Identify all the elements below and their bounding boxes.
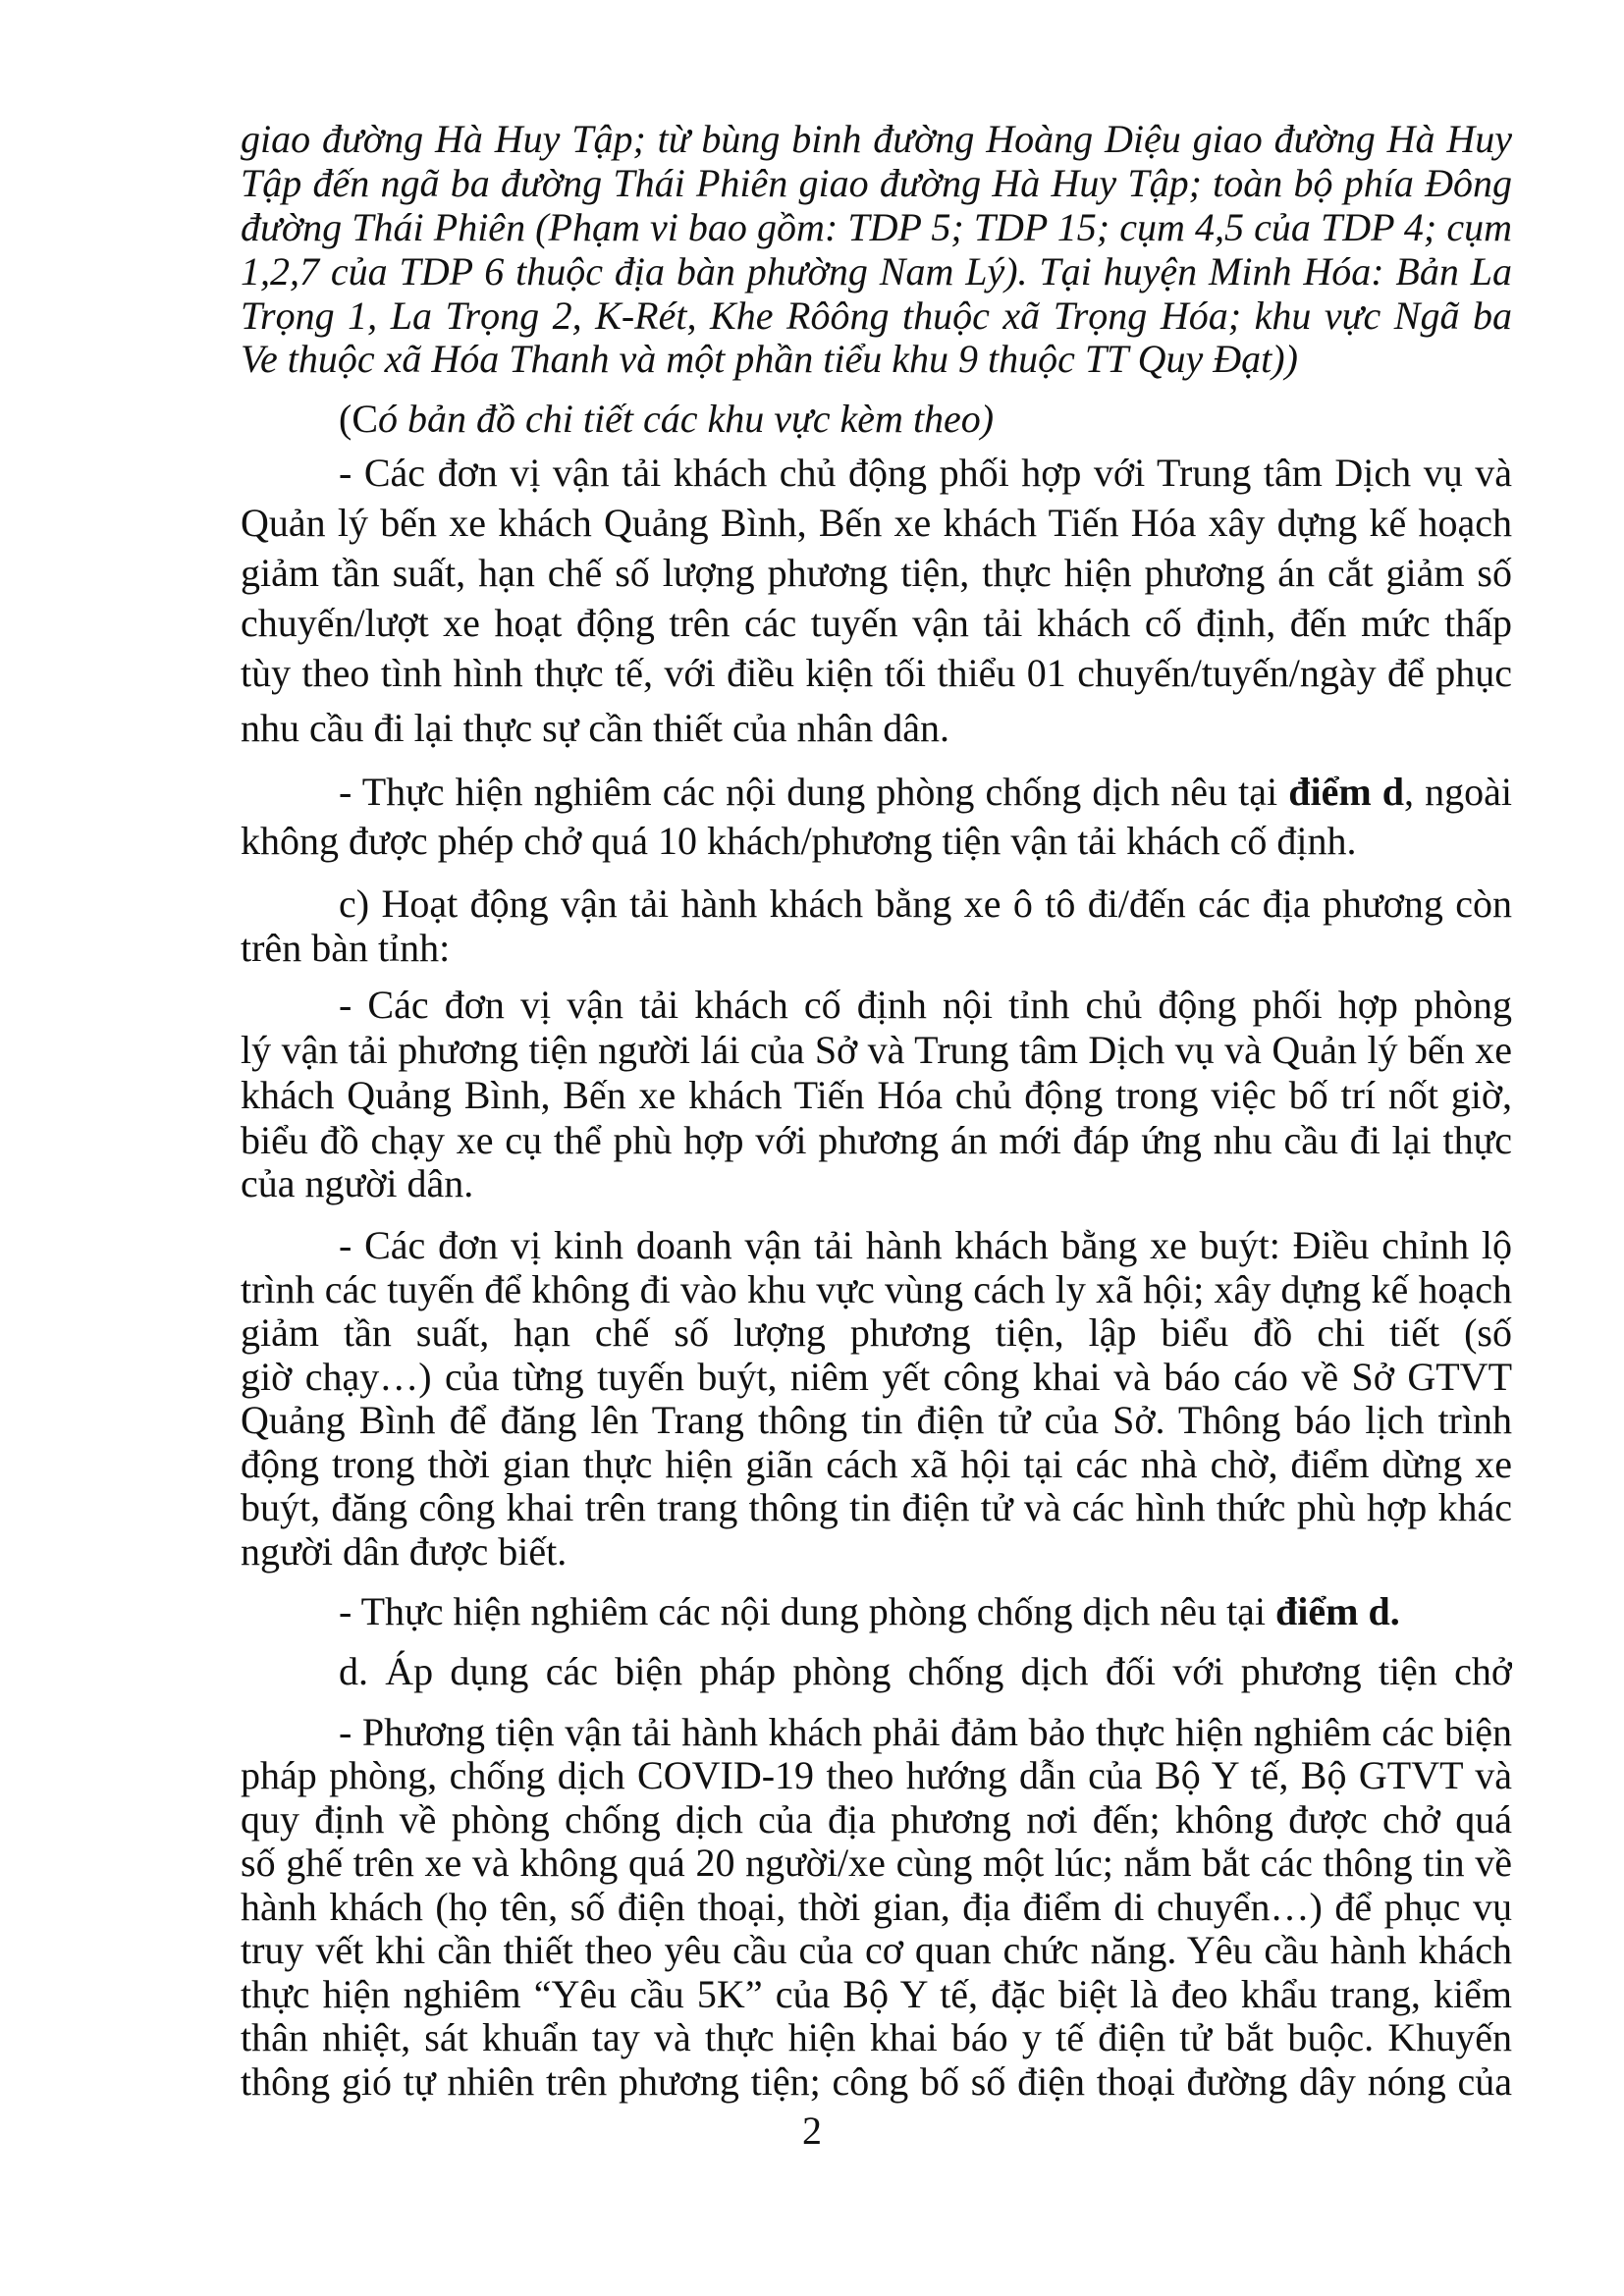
text-line: số ghế trên xe và không quá 20 người/xe cùng một lúc; nắm bắt các thông tin về — [241, 1841, 1512, 1885]
text-line: - Các đơn vị kinh doanh vận tải hành khách bằng xe buýt: Điều chỉnh lộ — [339, 1223, 1512, 1267]
text-line: 1,2,7 của TDP 6 thuộc địa bàn phường Nam Lý). Tại huyện Minh Hóa: Bản La — [241, 249, 1512, 294]
text-run: - Thực hiện nghiêm các nội dung phòng chống dịch nêu tại — [339, 770, 1289, 814]
text-line: tùy theo tình hình thực tế, với điều kiện tối thiểu 01 chuyến/tuyến/ngày để phục — [241, 651, 1512, 695]
text-line: trình các tuyến để không đi vào khu vực vùng cách ly xã hội; xây dựng kế hoạch — [241, 1267, 1512, 1311]
text-line: lý vận tải phương tiện người lái của Sở và Trung tâm Dịch vụ và Quản lý bến xe — [241, 1028, 1512, 1072]
text-line: Trọng 1, La Trọng 2, K-Rét, Khe Rôông thuộc xã Trọng Hóa; khu vực Ngã ba — [241, 294, 1512, 338]
text-run: , ngoài — [1404, 770, 1512, 814]
text-line — [339, 770, 1512, 815]
text-line: c) Hoạt động vận tải hành khách bằng xe ô tô đi/đến các địa phương còn — [339, 881, 1512, 926]
text-line: không được phép chở quá 10 khách/phương tiện vận tải khách cố định. — [241, 819, 1357, 863]
text-run: - Thực hiện nghiêm các nội dung phòng chống dịch nêu tại — [339, 1589, 1276, 1633]
text-line: trên bàn tỉnh: — [241, 926, 451, 970]
map-note-text: ó bản đồ chi tiết các khu vực kèm theo) — [378, 397, 995, 441]
text-line: - Phương tiện vận tải hành khách phải đảm bảo thực hiện nghiêm các biện — [339, 1710, 1512, 1754]
text-line: thông gió tự nhiên trên phương tiện; công bố số điện thoại đường dây nóng của — [241, 2059, 1512, 2104]
text-line: truy vết khi cần thiết theo yêu cầu của cơ quan chức năng. Yêu cầu hành khách — [241, 1928, 1512, 1972]
bold-reference: điểm d — [1288, 770, 1405, 814]
text-line: thân nhiệt, sát khuẩn tay và thực hiện khai báo y tế điện tử bắt buộc. Khuyến — [241, 2015, 1512, 2059]
text-line: - Các đơn vị vận tải khách chủ động phối hợp với Trung tâm Dịch vụ và — [339, 451, 1512, 495]
text-line: người dân được biết. — [241, 1529, 568, 1574]
text-line: buýt, đăng công khai trên trang thông tin điện tử và các hình thức phù hợp khác — [241, 1485, 1512, 1529]
text-line: giao đường Hà Huy Tập; từ bùng binh đường Hoàng Diệu giao đường Hà Huy — [241, 117, 1512, 161]
map-note-open: (C — [339, 397, 378, 441]
text-line: biểu đồ chạy xe cụ thể phù hợp với phương án mới đáp ứng nhu cầu đi lại thực — [241, 1118, 1512, 1162]
text-line: chuyến/lượt xe hoạt động trên các tuyến vận tải khách cố định, đến mức thấp — [241, 601, 1512, 645]
text-line: pháp phòng, chống dịch COVID-19 theo hướng dẫn của Bộ Y tế, Bộ GTVT và — [241, 1753, 1512, 1797]
bus-limit-paragraph — [339, 1589, 1512, 1634]
text-line: Ve thuộc xã Hóa Thanh và một phần tiểu khu 9 thuộc TT Quy Đạt)) — [241, 337, 1298, 381]
text-line: giờ chạy…) của từng tuyến buýt, niêm yết công khai và báo cáo về Sở GTVT — [241, 1355, 1512, 1399]
page-number: 2 — [802, 2109, 822, 2153]
text-line: giảm tần suất, hạn chế số lượng phương tiện, lập biểu đồ chi tiết (số — [241, 1310, 1512, 1355]
text-line: quy định về phòng chống dịch của địa phương nơi đến; không được chở quá — [241, 1797, 1512, 1842]
text-line: giảm tần suất, hạn chế số lượng phương tiện, thực hiện phương án cắt giảm số — [241, 551, 1512, 595]
text-line: đường Thái Phiên (Phạm vi bao gồm: TDP 5; TDP 15; cụm 4,5 của TDP 4; cụm — [241, 205, 1512, 249]
text-line: thực hiện nghiêm “Yêu cầu 5K” của Bộ Y tế, đặc biệt là đeo khẩu trang, kiểm — [241, 1972, 1512, 2016]
text-line: của người dân. — [241, 1161, 474, 1205]
map-note — [339, 397, 1512, 442]
text-line: hành khách (họ tên, số điện thoại, thời gian, địa điểm di chuyển…) để phục vụ — [241, 1885, 1512, 1929]
text-line: nhu cầu đi lại thực sự cần thiết của nhân dân. — [241, 706, 950, 750]
text-line: khách Quảng Bình, Bến xe khách Tiến Hóa chủ động trong việc bố trí nốt giờ, — [241, 1073, 1512, 1117]
bold-reference: điểm d. — [1275, 1589, 1400, 1633]
text-line: Tập đến ngã ba đường Thái Phiên giao đường Hà Huy Tập; toàn bộ phía Đông — [241, 161, 1512, 205]
text-line: - Các đơn vị vận tải khách cố định nội tỉnh chủ động phối hợp phòng — [339, 983, 1512, 1027]
text-line: Quản lý bến xe khách Quảng Bình, Bến xe khách Tiến Hóa xây dựng kế hoạch — [241, 501, 1512, 545]
text-line: Quảng Bình để đăng lên Trang thông tin điện tử của Sở. Thông báo lịch trình — [241, 1398, 1512, 1442]
text-line: động trong thời gian thực hiện giãn cách xã hội tại các nhà chờ, điểm dừng xe — [241, 1442, 1512, 1486]
section-d-heading: d. Áp dụng các biện pháp phòng chống dịch đối với phương tiện chở — [339, 1649, 1512, 1693]
